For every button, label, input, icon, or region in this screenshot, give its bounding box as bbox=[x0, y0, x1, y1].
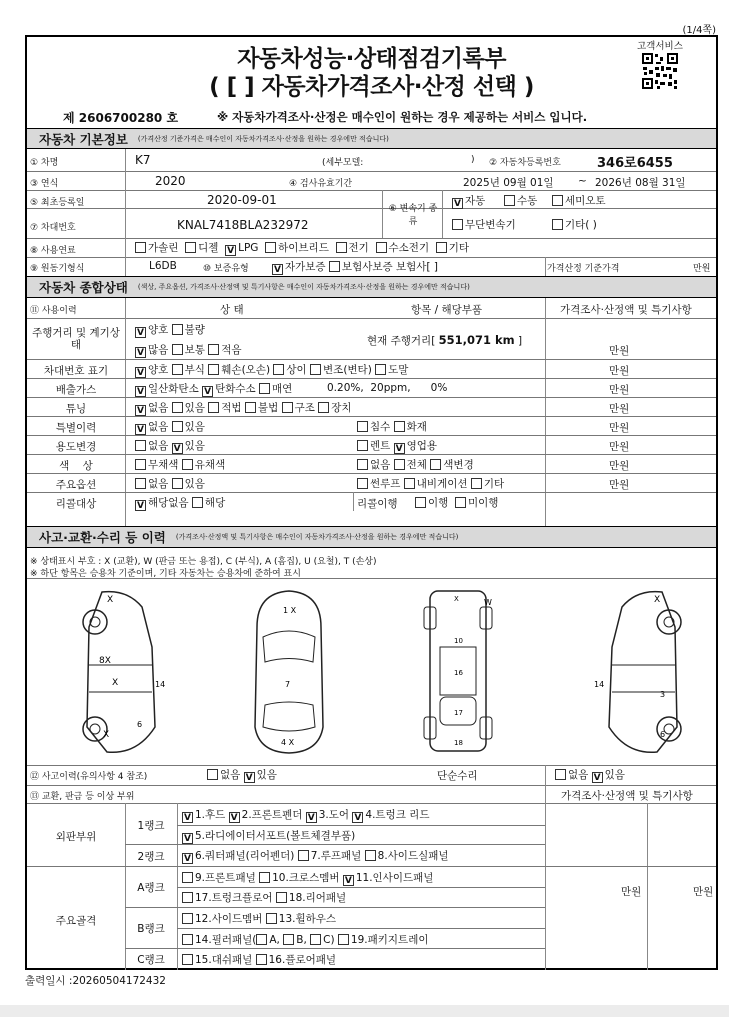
svg-text:14: 14 bbox=[155, 680, 166, 689]
inspection-from: 2025년 09월 01일 bbox=[463, 177, 554, 189]
base-price-label: 가격산정 기준가격 bbox=[547, 264, 620, 274]
color-options: 무채색 유채색 bbox=[135, 457, 225, 472]
mileage-level: V 많음 보통 적음 bbox=[135, 342, 242, 358]
legend-line1: ※ 상태표시 부호 : X (교환), W (판금 또는 용접), C (부식), A (흠집), U (요철), T (손상) bbox=[30, 557, 377, 567]
detail-model-label: (세부모델: bbox=[322, 158, 364, 168]
trans-opt-auto[interactable]: V 자동 bbox=[452, 193, 485, 209]
accident-options: 없음 V 있음 bbox=[207, 767, 277, 783]
trans-opt-other[interactable]: 기타( ) bbox=[552, 217, 597, 232]
car-frame-diagram bbox=[422, 587, 497, 757]
usage-change: 없음 V 있음 bbox=[135, 438, 205, 454]
vin-marking-options: V 양호 부식 훼손(오손) 상이 변조(변타) 도말 bbox=[135, 362, 408, 378]
fuel-options: 가솔린 디젤 V LPG 하이브리드 전기 수소전기 기타 bbox=[135, 240, 469, 256]
special-history: V 없음 있음 bbox=[135, 419, 205, 435]
trans-opt-semi[interactable]: 세미오토 bbox=[552, 193, 606, 208]
model-year: 2020 bbox=[155, 174, 186, 188]
main-frame-label: 주요골격 bbox=[55, 915, 97, 927]
tuning-options: V 없음 있음 적법 불법 구조 장치 bbox=[135, 400, 352, 416]
accident-history-header: 사고·교환·수리 등 이력 (가격조사·산정액 및 특기사항은 매수인이 자동차가격조사·산정을 원하는 경우에만 적습니다) bbox=[27, 526, 716, 548]
mileage-label: 주행거리 및 계기상태 bbox=[32, 327, 120, 351]
rankB-row1: 12.사이드멤버 13.휠하우스 bbox=[182, 911, 336, 926]
legend-line2: ※ 하단 항목은 승용차 기준이며, 기타 자동차는 승용차에 준하여 표시 bbox=[30, 569, 301, 579]
reg-number: 346로6455 bbox=[597, 156, 673, 171]
service-notice: ※ 자동차가격조사·산정은 매수인이 원하는 경우 제공하는 서비스 입니다. bbox=[217, 110, 588, 124]
rankC-row: 15.대쉬패널 16.플로어패널 bbox=[182, 952, 336, 967]
trans-opt-manual[interactable]: 수동 bbox=[504, 193, 537, 208]
svg-text:17: 17 bbox=[454, 709, 463, 717]
major-options: 없음 있음 bbox=[135, 476, 205, 491]
svg-text:18: 18 bbox=[454, 739, 463, 747]
document-number: 제 2606700280 호 bbox=[63, 111, 179, 125]
inspection-to: 2026년 08월 31일 bbox=[595, 177, 686, 189]
svg-text:X: X bbox=[454, 595, 459, 603]
outer-panel-label: 외판부위 bbox=[55, 831, 97, 843]
engine-type: L6DB bbox=[149, 260, 177, 272]
svg-text:8X: 8X bbox=[99, 656, 111, 666]
customer-service-label: 고객서비스 bbox=[637, 41, 683, 52]
svg-text:W: W bbox=[484, 598, 492, 607]
engine-label: ⑨ 원동기형식 bbox=[30, 264, 85, 274]
record-form: 고객서비스 자동차성능·상태점검기록부 ( [ ] 자동차가격조사·산정 선택 ) 제 2606700280 호 ※ 자동차가격조사·산정은 매수인이 원하는 경우 제공하는 서비스 입니다. 자동차 기본정보 (가격산정 기준가격은 매수인이 자동차가격조사·산정을 원하는 경우에만 적습니다) ① 차명 K7 (세부모델: ) ② 자동차등록번호 346로6455 ③ 연식 2020 ④ 검사유효기간 2025년 09월 01일 ~ 2026년 08월 31일 ⑤ 최초등록일 2020-09-01 ⑥ 변속기 종류 V 자동 수동 세미오토 무단변속기 기타( ) ⑦ 차대번호 KNAL7418BLA232972 ⑧ 사용연료 가솔린 디젤 V LPG 하이브리드 전기 수소전기 기타 ⑨ 원동기형식 L6DB ⑩ 보증유형 V 자가보증 보험사보증 보험사[ ] 가격산정 기준가격 만원 자동차 종합상태 (색상, 주요옵션, 가격조사·산정액 및 특기사항은 매수인이 자동차가격조사·산정을 원하는 경우에만 적습니다) ⑪ 사용이력 상 태 항목 / 해당부품 가격조사·산정액 및 특기사항 주행거리 및 계기상태 V 양호 불량 V 많음 보통 적음 현재 주행거리[ 551,071 km ] 만원 차대번호 표기 V 양호 부식 훼손(오손) 상이 변조(변타) 도말 만원 배출가스 V 일산화탄소 V 탄화수소 매연 0.20%, 20ppm, 0% 만원 튜닝 V 없음 있음 적법 불법 구조 장치 만원 특별이력 V 없음 있음 침수 화재 만원 용도변경 없음 V 있음 렌트 V 영업용 만원 색 상 무채색 유채색 없음 전체 색변경 만원 주요옵션 없음 있음 썬루프 내비게이션 기타 만원 리콜대상 V 해당없음 해당 리콜이행 이행 미이행 사고·교환·수리 등 이력 (가격조사·산정액 및 특기사항은 매수인이 자동차가격조사·산정을 원하는 경우에만 적습니다) ※ 상태표시 부호 : X (교환), W (판금 또는 용접), C (부식), A (흠집), U (요철), T (손상) ※ 하단 항목은 승용차 기준이며, 기타 자동차는 승용차에 준하여 표시 X 8X X X 6 14 1 X 7 4 X X W 16 17 18 10 X 3 6 14 ⑫ 사고이력(유의사항 4 참조) 없음 V 있음 단순수리 없음 V 있음 ⑬ 교환, 판금 등 이상 부위 가격조사·산정액 및 특기사항 외판부위 1랭크 V 1.후드 V 2.프론트펜더 V 3.도어 V 4.트렁크 리드 V 5.라디에이터서포트(볼트체결부품) 2랭크 V 6.쿼터패널(리어펜더) 7.루프패널 8.사이드실패널 주요골격 A랭크 9.프론트패널 10.크로스멤버 V 11.인사이드패널 17.트렁크플로어 18.리어패널 B랭크 12.사이드멤버 13.휠하우스 14.필러패널( A, B, C) 19.패키지트레이 C랭크 15.대쉬패널 16.플로어패널 만원 만원 bbox=[25, 35, 718, 970]
car-top-diagram bbox=[249, 587, 329, 757]
svg-text:10: 10 bbox=[454, 637, 463, 645]
exchange-label: ⑬ 교환, 판금 등 이상 부위 bbox=[30, 792, 135, 802]
page-number: (1/4쪽) bbox=[682, 25, 716, 36]
first-reg-label: ⑤ 최초등록일 bbox=[30, 198, 85, 208]
svg-text:1 X: 1 X bbox=[283, 606, 297, 615]
svg-text:X: X bbox=[112, 678, 119, 688]
svg-text:3: 3 bbox=[660, 690, 666, 699]
emission-options: V 일산화탄소 V 탄화수소 매연 bbox=[135, 381, 292, 397]
basic-info-header: 자동차 기본정보 (가격산정 기준가격은 매수인이 자동차가격조사·산정을 원하는 경우에만 적습니다) bbox=[27, 128, 716, 149]
vin-label: ⑦ 차대번호 bbox=[30, 223, 76, 233]
svg-text:4 X: 4 X bbox=[281, 738, 295, 747]
car-right-side-diagram bbox=[592, 587, 687, 757]
trans-opt-cvt[interactable]: 무단변속기 bbox=[452, 217, 516, 232]
simple-repair-label: 단순수리 bbox=[437, 770, 478, 782]
rank2-row: V 6.쿼터패널(리어펜더) 7.루프패널 8.사이드실패널 bbox=[182, 848, 449, 864]
warranty-label: ⑩ 보증유형 bbox=[203, 264, 249, 274]
svg-text:7: 7 bbox=[285, 680, 291, 689]
svg-text:6: 6 bbox=[660, 730, 666, 739]
rankA-row2: 17.트렁크플로어 18.리어패널 bbox=[182, 890, 346, 905]
simple-repair-options: 없음 V 있음 bbox=[555, 767, 625, 783]
svg-text:16: 16 bbox=[454, 669, 463, 677]
overall-status-header: 자동차 종합상태 (색상, 주요옵션, 가격조사·산정액 및 특기사항은 매수인이 자동차가격조사·산정을 원하는 경우에만 적습니다) bbox=[27, 276, 716, 298]
fuel-label: ⑧ 사용연료 bbox=[30, 246, 76, 256]
rank1-row-b: V 5.라디에이터서포트(볼트체결부품) bbox=[182, 828, 355, 844]
warranty-options: V 자가보증 보험사보증 보험사[ ] bbox=[272, 259, 438, 275]
rank1-row-a: V 1.후드 V 2.프론트펜더 V 3.도어 V 4.트렁크 리드 bbox=[182, 807, 429, 823]
vin: KNAL7418BLA232972 bbox=[177, 218, 309, 232]
svg-text:X: X bbox=[654, 595, 661, 605]
bottom-bar bbox=[0, 1005, 729, 1017]
car-name-label: ① 차명 bbox=[30, 158, 59, 168]
form-title: 자동차성능·상태점검기록부 bbox=[237, 46, 506, 72]
car-left-side-diagram bbox=[77, 587, 172, 757]
print-timestamp: 출력일시 :20260504172432 bbox=[25, 975, 166, 987]
form-subtitle: ( [ ] 자동차가격조사·산정 선택 ) bbox=[209, 74, 534, 100]
svg-text:14: 14 bbox=[594, 680, 605, 689]
transmission-label: ⑥ 변속기 종류 bbox=[388, 204, 438, 227]
car-name: K7 bbox=[135, 153, 151, 167]
year-label: ③ 연식 bbox=[30, 179, 59, 189]
current-mileage: 현재 주행거리[ 551,071 km ] bbox=[367, 333, 523, 347]
reg-number-label: ② 자동차등록번호 bbox=[489, 158, 561, 168]
emission-values: 0.20%, 20ppm, 0% bbox=[327, 382, 448, 394]
rankB-row2: 14.필러패널( A, B, C) 19.패키지트레이 bbox=[182, 932, 428, 947]
inspection-label: ④ 검사유효기간 bbox=[289, 179, 353, 189]
first-reg-date: 2020-09-01 bbox=[207, 193, 277, 207]
svg-text:X: X bbox=[107, 595, 114, 605]
svg-text:X: X bbox=[103, 730, 110, 740]
accident-label: ⑫ 사고이력(유의사항 4 참조) bbox=[30, 772, 148, 782]
recall-options: V 해당없음 해당 bbox=[135, 495, 225, 511]
gauge-status: V 양호 불량 bbox=[135, 322, 205, 338]
svg-text:6: 6 bbox=[137, 720, 143, 729]
rankA-row1: 9.프론트패널 10.크로스멤버 V 11.인사이드패널 bbox=[182, 870, 433, 886]
